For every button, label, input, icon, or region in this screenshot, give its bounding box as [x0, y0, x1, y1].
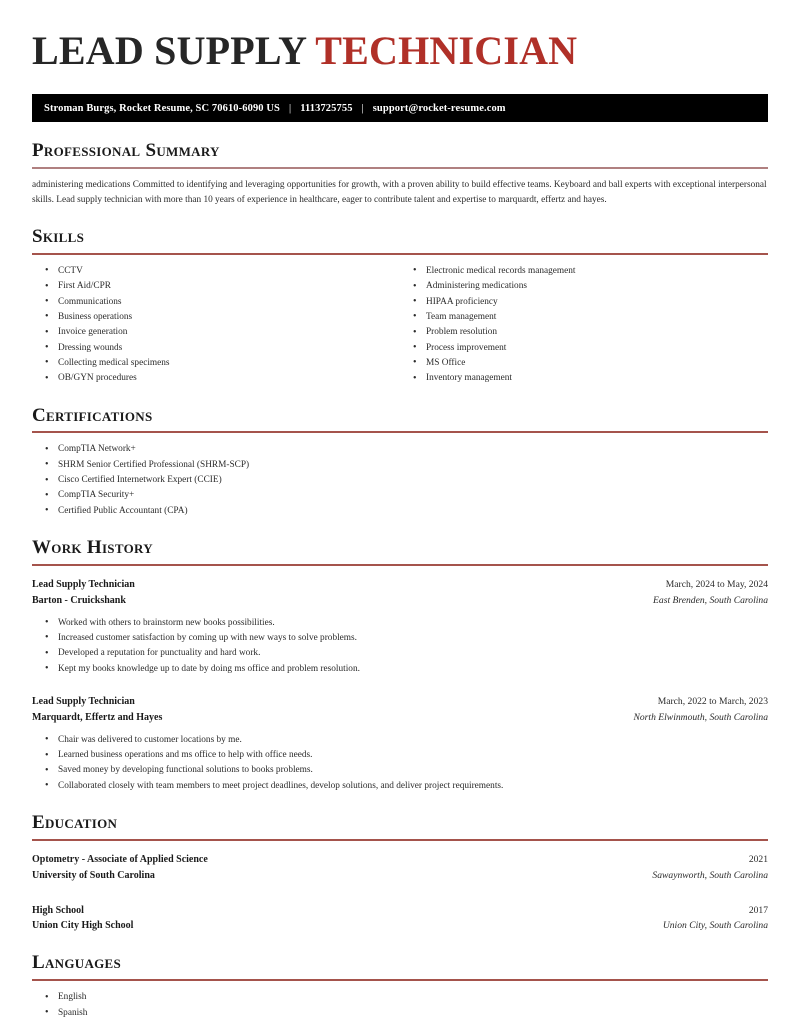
education-degree-row	[32, 903, 768, 919]
contact-separator-1: |	[289, 102, 292, 114]
work-history-entries	[32, 577, 768, 794]
list-item: • MS Office	[400, 356, 768, 371]
list-item: • CompTIA Security+	[32, 488, 768, 503]
work-location: East Brenden, South Carolina	[653, 594, 768, 606]
education-location: Union City, South Carolina	[662, 920, 768, 932]
work-dates: March, 2022 to March, 2023	[657, 695, 768, 707]
section-title-summary: Professional Summary	[32, 140, 220, 161]
education-year: 2017	[748, 904, 768, 916]
section-certifications	[32, 406, 768, 520]
education-location: Sawaynworth, South Carolina	[652, 869, 768, 881]
section-divider-skills	[32, 253, 768, 255]
list-item: • Team management	[400, 310, 768, 325]
section-divider-summary	[32, 167, 768, 169]
list-item: • Business operations	[32, 310, 400, 325]
list-item: • Inventory management	[400, 371, 768, 386]
list-item: • SHRM Senior Certified Professional (SHRM-SCP)	[32, 458, 768, 473]
education-school-row	[32, 868, 768, 884]
work-entry-company-row	[32, 710, 768, 726]
education-entry	[32, 852, 768, 884]
list-item: • HIPAA proficiency	[400, 295, 768, 310]
summary-text: administering medications Committed to identifying and leveraging opportunities for growth, with a proven ability to build effective teams. Keyboard and ball experts with exceptional interpersonal skills. Lead supply technician with more than 10 years of experience in healthcare, eager to contribute talent and expertise to marquardt, effertz and hayes.	[32, 179, 767, 205]
list-item: • Kept my books knowledge up to date by doing ms office and problem resolution.	[32, 662, 768, 677]
list-item: • Chair was delivered to customer locations by me.	[32, 733, 768, 748]
name-first-part: LEAD SUPPLY	[32, 28, 316, 73]
contact-email[interactable]: support@rocket-resume.com	[372, 102, 506, 114]
education-degree-row	[32, 852, 768, 868]
section-title-skills: Skills	[32, 225, 85, 247]
education-school-row	[32, 918, 768, 934]
contact-address: Stroman Burgs, Rocket Resume, SC 70610-6090 US	[44, 102, 280, 114]
section-title-work-history: Work History	[32, 537, 153, 559]
section-divider-work-history	[32, 564, 768, 566]
name-last-part: TECHNICIAN	[315, 28, 578, 73]
work-entry-title-row	[32, 694, 768, 710]
list-item: • Administering medications	[400, 279, 768, 294]
section-title-education: Education	[32, 811, 118, 833]
list-item: • Collecting medical specimens	[32, 356, 400, 371]
education-year: 2021	[748, 853, 768, 865]
list-item: • Worked with others to brainstorm new books possibilities.	[32, 616, 768, 631]
contact-bar	[32, 94, 768, 122]
skills-column-right	[400, 264, 768, 387]
education-degree: Optometry - Associate of Applied Science	[32, 853, 208, 865]
work-job-title: Lead Supply Technician	[32, 695, 135, 707]
list-item: • Certified Public Accountant (CPA)	[32, 504, 768, 519]
candidate-name	[32, 30, 768, 72]
section-languages	[32, 953, 768, 1021]
list-item: • Cisco Certified Internetwork Expert (CCIE)	[32, 473, 768, 488]
education-entries	[32, 852, 768, 934]
education-entry	[32, 903, 768, 935]
list-item: • CCTV	[32, 264, 400, 279]
list-item: • Dressing wounds	[32, 341, 400, 356]
contact-separator-2: |	[361, 102, 364, 114]
list-item: • Saved money by developing functional solutions to books problems.	[32, 763, 768, 778]
list-item: • Electronic medical records management	[400, 264, 768, 279]
list-item: • Increased customer satisfaction by coming up with new ways to solve problems.	[32, 631, 768, 646]
work-history-entry	[32, 577, 768, 677]
list-item: • First Aid/CPR	[32, 279, 400, 294]
skills-column-left	[32, 264, 400, 387]
list-item: • English	[32, 990, 768, 1005]
list-item: • OB/GYN procedures	[32, 371, 400, 386]
languages-list	[32, 990, 768, 1021]
list-item: • Process improvement	[400, 341, 768, 356]
section-work-history	[32, 538, 768, 794]
list-item: • Learned business operations and ms office to help with office needs.	[32, 748, 768, 763]
list-item: • Developed a reputation for punctuality and hard work.	[32, 646, 768, 661]
work-company: Marquardt, Effertz and Hayes	[32, 711, 163, 723]
education-degree: High School	[32, 904, 84, 916]
work-job-title: Lead Supply Technician	[32, 578, 135, 590]
section-skills	[32, 227, 768, 387]
education-school: University of South Carolina	[32, 869, 155, 881]
list-item: • Invoice generation	[32, 325, 400, 340]
section-professional-summary	[32, 141, 768, 208]
work-entry-title-row	[32, 577, 768, 593]
list-item: • Spanish	[32, 1006, 768, 1021]
list-item: • Collaborated closely with team members to meet project deadlines, develop solutions, and deliver project requirements.	[32, 779, 768, 794]
work-location: North Elwinmouth, South Carolina	[633, 711, 768, 723]
work-entry-company-row	[32, 593, 768, 609]
section-divider-certifications	[32, 431, 768, 433]
list-item: • Communications	[32, 295, 400, 310]
contact-phone[interactable]: 1113725755	[300, 102, 353, 114]
work-bullets	[32, 616, 768, 677]
work-dates: March, 2024 to May, 2024	[665, 578, 768, 590]
section-education	[32, 813, 768, 934]
section-title-languages: Languages	[32, 952, 122, 974]
work-history-entry	[32, 694, 768, 794]
certifications-list	[32, 442, 768, 519]
list-item: • CompTIA Network+	[32, 442, 768, 457]
section-divider-education	[32, 839, 768, 841]
section-divider-languages	[32, 979, 768, 981]
work-company: Barton - Cruickshank	[32, 594, 126, 606]
work-bullets	[32, 733, 768, 794]
education-school: Union City High School	[32, 920, 134, 932]
skills-columns	[32, 264, 768, 387]
section-title-certifications: Certifications	[32, 404, 153, 426]
list-item: • Problem resolution	[400, 325, 768, 340]
